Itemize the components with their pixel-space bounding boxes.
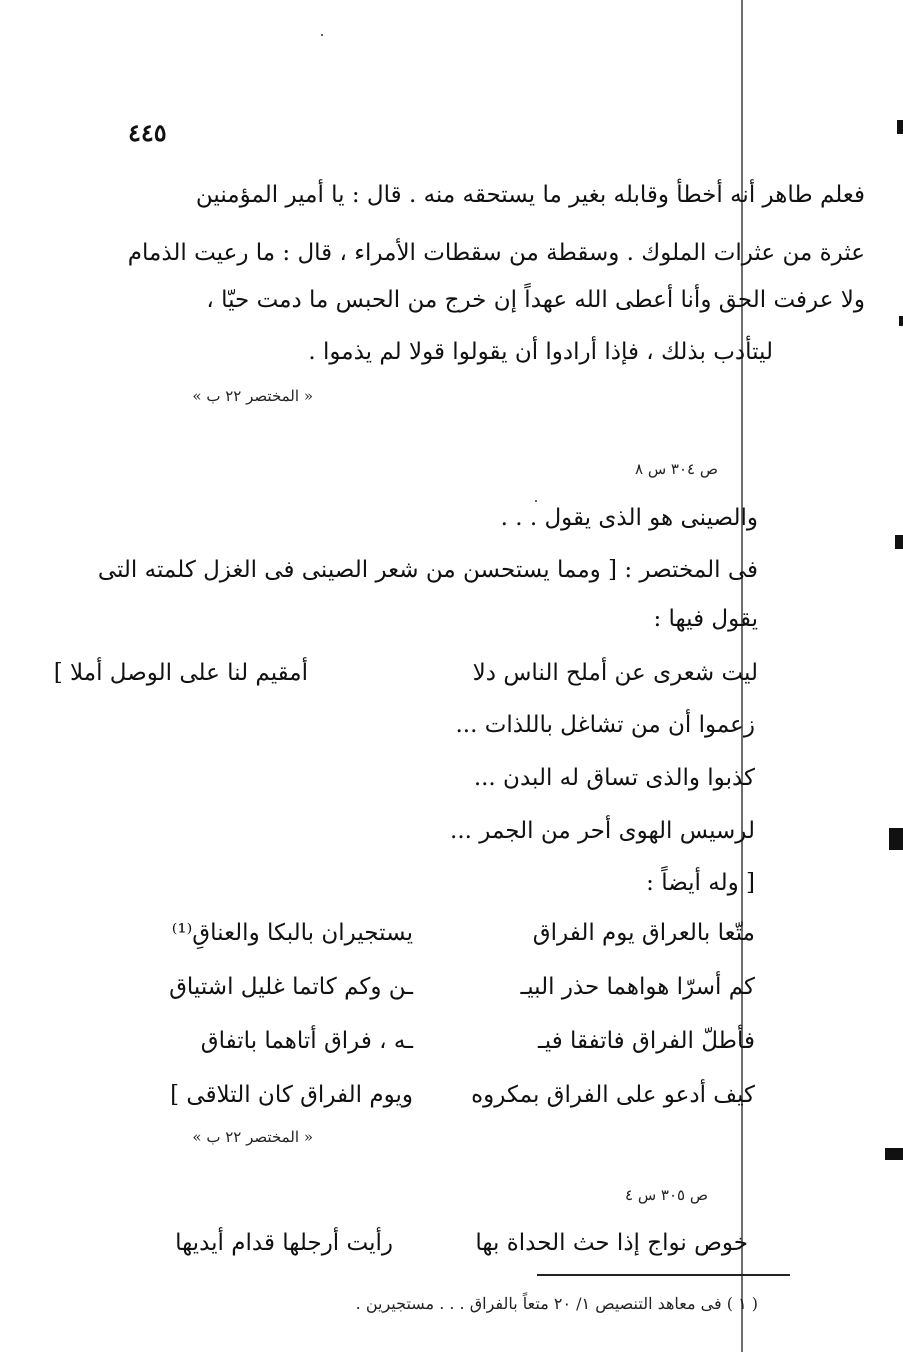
- page-line-reference: ص ٣٠٤ س ٨: [635, 460, 718, 478]
- footnote: ( ١ ) فى معاهد التنصيص ١/ ٢٠ متعاً بالفراق . . . مستجيرين .: [355, 1294, 758, 1313]
- paragraph-line: ولا عرفت الحق وأنا أعطى الله عهداً إن خرج من الحبس ما دمت حيّا ،: [206, 287, 865, 313]
- verse-hemistich-left: ـن وكم كاتما غليل اشتياق: [169, 974, 413, 1000]
- page-number: ٤٤٥: [128, 118, 167, 147]
- verse-hemistich-left: يستجيران بالبكا والعناقِ⁽¹⁾: [171, 920, 413, 946]
- paragraph-line: ليتأدب بذلك ، فإذا أرادوا أن يقولوا قولا لم يذموا .: [308, 339, 773, 365]
- verse-hemistich-left: أمقيم لنا على الوصل أملا ]: [53, 660, 308, 686]
- paragraph-line: عثرة من عثرات الملوك . وسقطة من سقطات الأمراء ، قال : ما رعيت الذمام: [127, 240, 865, 266]
- paragraph-line: فعلم طاهر أنه أخطأ وقابله بغير ما يستحقه منه . قال : يا أمير المؤمنين: [195, 182, 865, 208]
- hemistich-line: كذبوا والذى تساق له البدن ...: [473, 765, 755, 791]
- text-line: يقول فيها :: [653, 606, 758, 632]
- specks: [321, 34, 323, 36]
- page-line-reference: ص ٣٠٥ س ٤: [625, 1186, 708, 1204]
- source-citation: « المختصر ٢٢ ب »: [192, 387, 313, 405]
- verse-hemistich-right: فأطلّ الفراق فاتفقا فيـ: [538, 1028, 755, 1054]
- hemistich-line: زعموا أن من تشاغل باللذات ...: [455, 712, 755, 738]
- source-citation: « المختصر ٢٢ ب »: [192, 1128, 313, 1146]
- verse-hemistich-left: رأيت أرجلها قدام أيديها: [175, 1230, 393, 1256]
- verse-hemistich-right: كم أسرّا هواهما حذر البيـ: [520, 974, 755, 1000]
- specks: [535, 500, 537, 502]
- hemistich-line: لرسيس الهوى أحر من الجمر ...: [450, 818, 755, 844]
- verse-hemistich-left: ويوم الفراق كان التلاقى ]: [170, 1082, 413, 1108]
- verse-hemistich-right: متّعا بالعراق يوم الفراق: [532, 920, 755, 946]
- edge-mark: [895, 535, 903, 549]
- verse-hemistich-right: كيف أدعو على الفراق بمكروه: [471, 1082, 755, 1108]
- text-line: فى المختصر : [ ومما يستحسن من شعر الصينى فى الغزل كلمته التى: [97, 557, 758, 583]
- edge-mark: [889, 828, 903, 850]
- edge-mark: [885, 1148, 903, 1160]
- verse-hemistich-right: خوص نواج إذا حث الحداة بها: [475, 1230, 748, 1256]
- text-line: [ وله أيضاً :: [646, 870, 755, 896]
- edge-mark: [897, 120, 903, 134]
- edge-mark: [899, 316, 903, 326]
- verse-hemistich-left: ـه ، فراق أتاهما باتفاق: [200, 1028, 413, 1054]
- text-line: والصينى هو الذى يقول . . .: [500, 505, 758, 531]
- verse-hemistich-right: ليت شعرى عن أملح الناس دلا: [472, 660, 758, 686]
- footnote-rule: [537, 1274, 790, 1276]
